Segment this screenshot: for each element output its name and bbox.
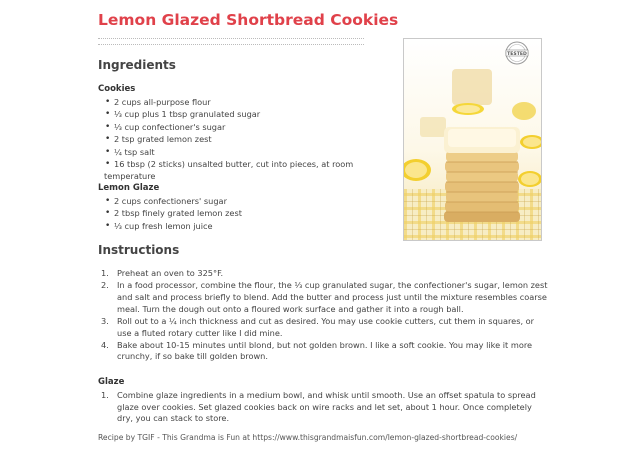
- list-item: • 16 tbsp (2 sticks) unsalted butter, cut into pieces, at room: [105, 159, 354, 170]
- step-item: 4. Bake about 10-15 minutes until blond, but not golden brown. I like a soft cookie. You may like it more crunchy, if so bake till golden brown.: [101, 339, 533, 362]
- glaze-steps-heading: Glaze: [98, 377, 125, 387]
- list-item: • ¼ tsp salt: [105, 146, 155, 157]
- glaze-steps: [98, 390, 548, 426]
- instruction-steps: [98, 268, 548, 364]
- lemon-glaze-heading: Lemon Glaze: [98, 183, 160, 193]
- cookies-heading: Cookies: [98, 84, 136, 94]
- svg-text:TESTED: TESTED: [507, 51, 527, 57]
- step-item: 1. Preheat an oven to 325°F.: [101, 268, 224, 278]
- background-cookie: [420, 117, 446, 137]
- list-item: • 2 tbsp finely grated lemon zest: [105, 208, 242, 219]
- recipe-title: Lemon Glazed Shortbread Cookies: [98, 11, 399, 29]
- list-item: • 2 cups confectioners' sugar: [105, 196, 227, 206]
- list-item: • ⅓ cup confectioner's sugar: [105, 121, 226, 132]
- list-item: • 2 cups all-purpose flour: [105, 97, 211, 107]
- divider: [98, 44, 364, 45]
- recipe-credit-footer: Recipe by TGIF - This Grandma is Fun at https://www.thisgrandmaisfun.com/lemon-glazed-shortbread-cookies/: [98, 433, 518, 442]
- list-item: • 2 tsp grated lemon zest: [105, 134, 212, 145]
- step-item: 3. Roll out to a ¼ inch thickness and cut as desired. You may use cookie cutters, cut them in squares, or use a fluted rotary cutter like I did mine.: [101, 315, 535, 338]
- glaze-ingredient-list: [98, 195, 398, 232]
- recipe-photo: [403, 38, 542, 241]
- lemon-slice: [523, 137, 541, 147]
- lemon-slice: [456, 105, 480, 113]
- lemon-slice: [512, 102, 536, 120]
- list-item-continued: temperature: [104, 171, 156, 182]
- list-item: • ⅓ cup fresh lemon juice: [105, 220, 213, 231]
- instructions-heading: Instructions: [98, 243, 180, 257]
- lemon-slice: [405, 162, 427, 178]
- ingredients-heading: Ingredients: [98, 58, 176, 72]
- step-item: 1. Combine glaze ingredients in a medium bowl, and whisk until smooth. Use an offset spatula to spread glaze over cookies. Set glazed cookies back on wire racks and let set, about 1 hour. Once completely dry, you can stack to store.: [101, 390, 536, 424]
- divider: [98, 38, 364, 39]
- cookie-stack: [444, 127, 520, 222]
- tested-badge: [506, 42, 528, 64]
- step-item: 2. In a food processor, combine the flour, the ⅓ cup granulated sugar, the confectioner's sugar, lemon zest and salt and process briefly to blend. Add the butter and process just until the mixture resembles coarse meal. Turn the dough out onto a floured work surface and gather it into a rough ball.: [101, 280, 548, 314]
- lemon-slice: [521, 173, 539, 185]
- background-cookie: [452, 69, 492, 105]
- cookies-ingredient-list: [98, 96, 398, 183]
- list-item: • ⅓ cup plus 1 tbsp granulated sugar: [105, 109, 261, 120]
